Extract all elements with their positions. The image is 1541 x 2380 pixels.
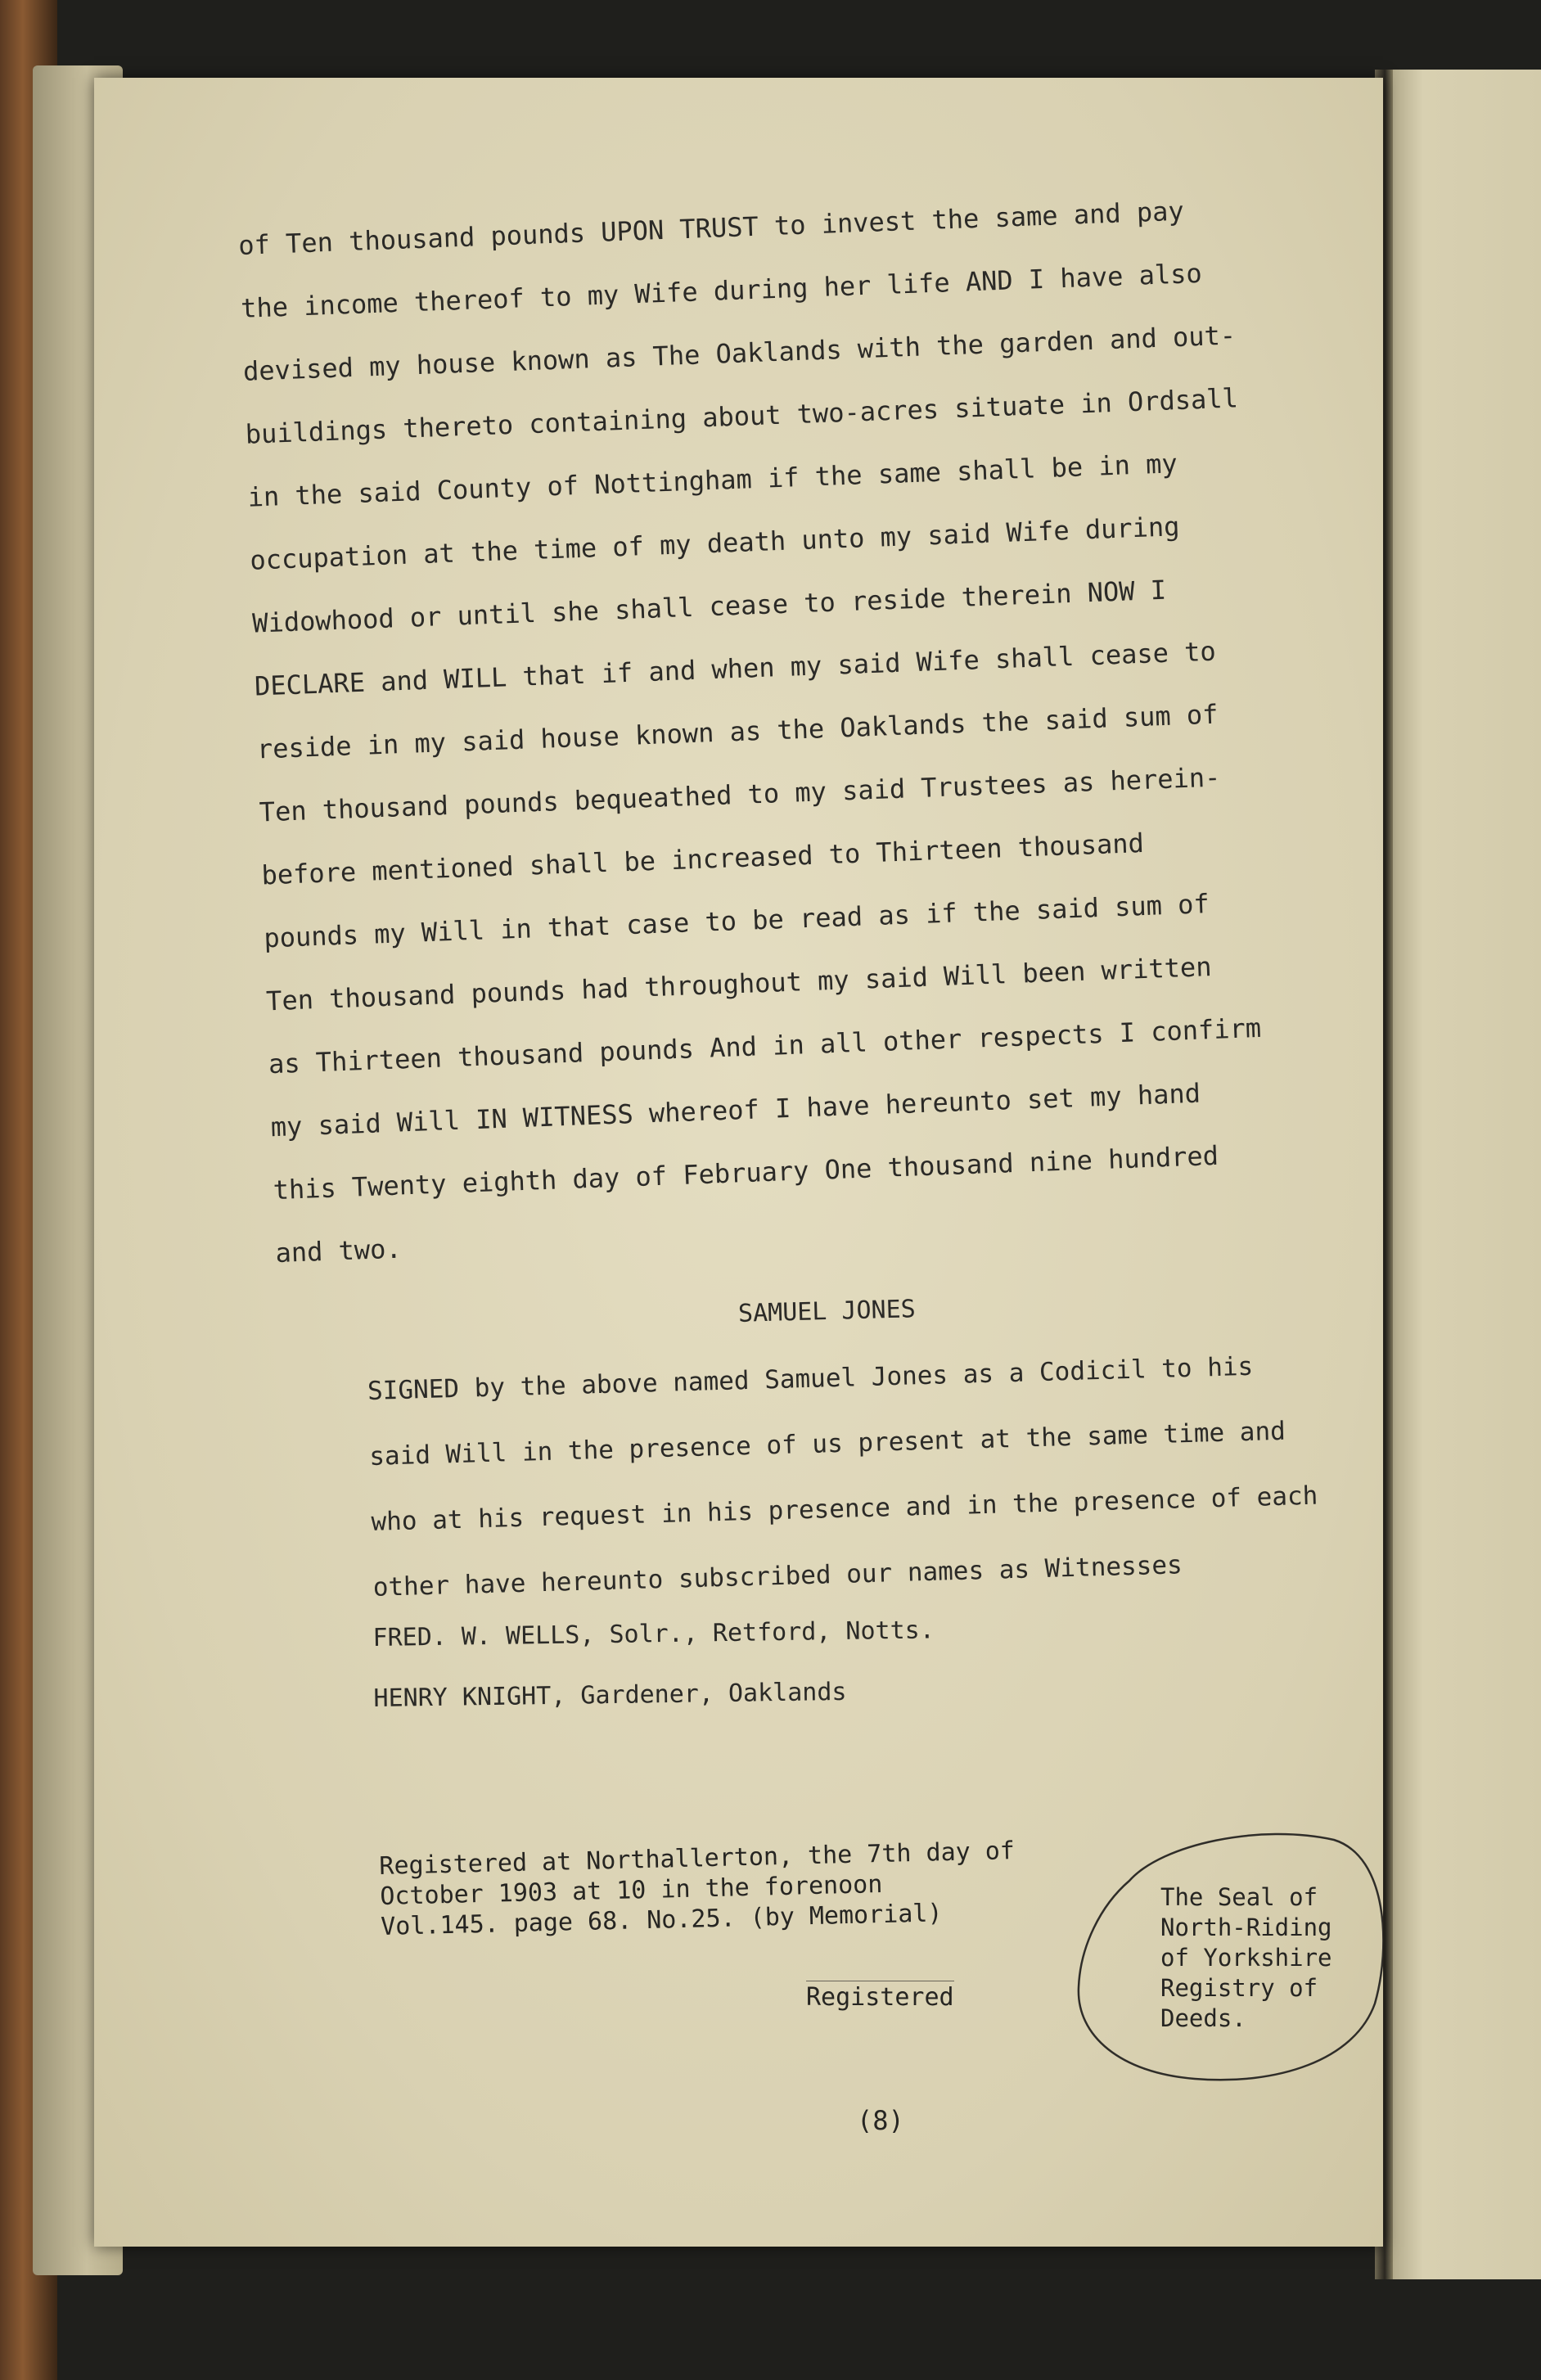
attestation-line: other have hereunto subscribed our names as Witnesses [372,1550,1183,1602]
registration-note [379,1836,1016,1942]
testator-signature: SAMUEL JONES [737,1295,917,1328]
body-line: the income thereof to my Wife during her life AND I have also [240,257,1203,324]
seal-line: North-Riding [1160,1913,1332,1941]
registry-seal [1072,1823,1383,2085]
body-line: reside in my said house known as the Oaklands the said sum of [256,698,1219,765]
attestation-line: SIGNED by the above named Samuel Jones as a Codicil to his [367,1351,1254,1406]
body-line: buildings thereto containing about two-acres situate in Ordsall [245,382,1239,450]
body-line: in the said County of Nottingham if the same shall be in my [246,448,1178,513]
seal-text [1160,1882,1332,2034]
page-number: (8) [857,2105,904,2136]
seal-line: The Seal of [1160,1883,1318,1911]
body-line: DECLARE and WILL that if and when my said Wife shall cease to [254,635,1217,702]
body-line: Ten thousand pounds had throughout my said Will been written [265,951,1213,1017]
witness-1: FRED. W. WELLS, Solr., Retford, Notts. [372,1616,935,1652]
body-line: pounds my Will in that case to be read as if the said sum of [263,888,1210,954]
attestation-clause [367,1330,1396,1620]
registration-line: Registered at Northallerton, the 7th day of [379,1837,1016,1881]
body-line: my said Will IN WITNESS whereof I have hereunto set my hand [270,1077,1201,1143]
body-line: as Thirteen thousand pounds And in all other respects I confirm [268,1012,1262,1080]
registration-line: Vol.145. page 68. No.25. (by Memorial) [380,1899,943,1941]
seal-line: of Yorkshire [1160,1944,1332,1972]
body-line: this Twenty eighth day of February One thousand nine hundred [273,1139,1219,1206]
seal-line: Registry of [1160,1974,1318,2002]
attestation-line: who at his request in his presence and in the presence of each [371,1481,1318,1537]
attestation-line: said Will in the presence of us present at the same time and [368,1416,1286,1472]
codicil-body [237,173,1422,1285]
body-line: occupation at the time of my death unto my said Wife during [249,511,1181,576]
body-line: of Ten thousand pounds UPON TRUST to invest the same and pay [237,195,1185,261]
body-line: Ten thousand pounds bequeathed to my said Trustees as herein- [259,761,1221,828]
witness-list [372,1600,935,1729]
body-line: devised my house known as The Oaklands with the garden and out- [242,319,1237,387]
body-line: before mentioned shall be increased to Thirteen thousand [260,827,1145,891]
registered-label: Registered [806,1981,954,2012]
body-line: and two. [274,1233,403,1269]
witness-2: HENRY KNIGHT, Gardener, Oaklands [373,1677,847,1713]
body-line: Widowhood or until she shall cease to reside therein NOW I [251,574,1167,639]
registration-line: October 1903 at 10 in the forenoon [379,1869,883,1911]
seal-line: Deeds. [1160,2004,1246,2032]
